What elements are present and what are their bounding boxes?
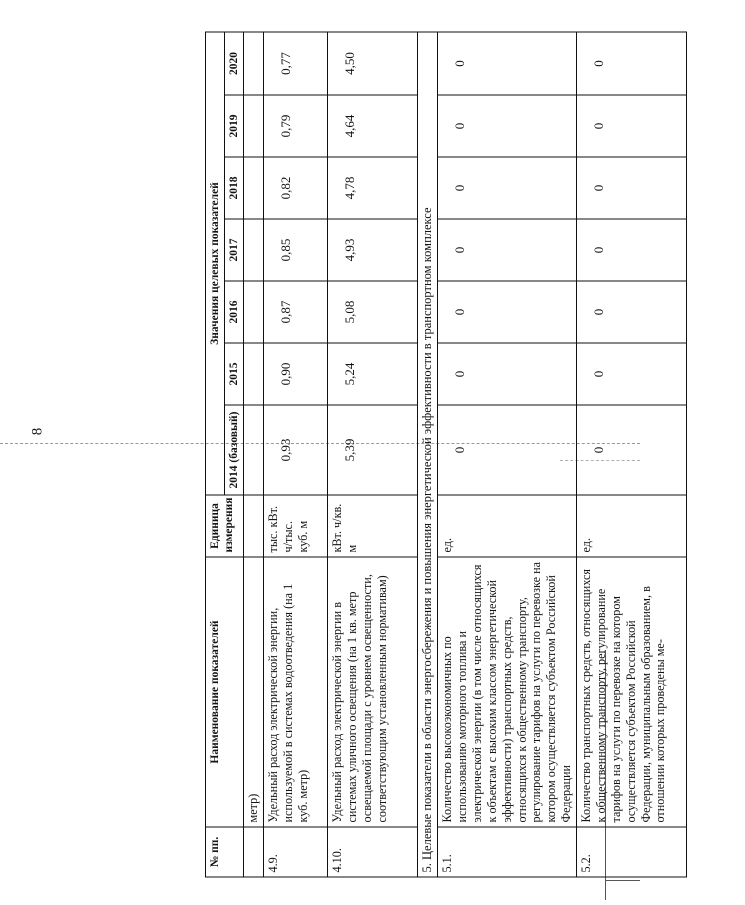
col-header-unit: Единица измерения bbox=[206, 495, 244, 557]
row-unit: кВт. ч/кв. м bbox=[327, 495, 417, 557]
row-unit: тыс. кВт. ч/тыс. куб. м bbox=[263, 495, 327, 557]
row-value: 0 bbox=[577, 343, 687, 405]
indicators-table bbox=[205, 31, 687, 877]
row-number: 4.9. bbox=[263, 827, 327, 877]
year-header: 2020 bbox=[225, 32, 244, 95]
row-name: Количество высокоэкономичных по использованию моторного топлива и электрической энергии (в том числе относящихся к объектам с высоким классом энергетической эффективности) транспортных средств, относящихся к общественному транспорту, регулирование тарифов на услуги по перевозке на котором осуществляется субъектом Российской Федерации bbox=[438, 557, 577, 827]
row-value: 0 bbox=[438, 343, 577, 405]
col-header-name: Наименование показателей bbox=[206, 557, 244, 827]
row-value: 0,77 bbox=[263, 32, 327, 95]
row-value: 5,24 bbox=[327, 343, 417, 405]
table-header-row bbox=[206, 32, 225, 877]
row-value: 4,93 bbox=[327, 219, 417, 281]
row-unit: ед. bbox=[577, 495, 687, 557]
row-value: 4,50 bbox=[327, 32, 417, 95]
row-value: 0 bbox=[577, 281, 687, 343]
continuation-row bbox=[244, 32, 264, 877]
year-header: 2019 bbox=[225, 95, 244, 157]
row-value: 0,85 bbox=[263, 219, 327, 281]
row-value: 0 bbox=[438, 405, 577, 495]
scan-edge-mark-bottom bbox=[606, 880, 640, 881]
row-name: Удельный расход электрической энергии, используемой в системах водоотведения (на 1 куб. метр) bbox=[263, 557, 327, 827]
row-value: 0 bbox=[577, 32, 687, 95]
row-value: 0,90 bbox=[263, 343, 327, 405]
row-value: 0,87 bbox=[263, 281, 327, 343]
row-value: 0 bbox=[438, 32, 577, 95]
year-header: 2018 bbox=[225, 157, 244, 219]
section-title: 5. Целевые показатели в области энергосбережения и повышения энергетической эффективности в транспортном комплексе bbox=[417, 32, 437, 877]
row-number: 4.10. bbox=[327, 827, 417, 877]
table-row bbox=[263, 32, 327, 877]
rotated-table-container bbox=[205, 33, 745, 878]
row-number: 5.1. bbox=[438, 827, 577, 877]
row-value: 4,78 bbox=[327, 157, 417, 219]
row-value: 0 bbox=[438, 219, 577, 281]
year-header: 2015 bbox=[225, 343, 244, 405]
col-header-no: № пп. bbox=[206, 827, 244, 877]
year-header: 2016 bbox=[225, 281, 244, 343]
row-value: 0 bbox=[438, 281, 577, 343]
row-value: 5,39 bbox=[327, 405, 417, 495]
row-name: Количество транспортных средств, относящихся к общественному транспорту, регулирование тарифов на услуги по перевозке на котором осуществляется субъектом Российской Федерации, муниципальным образованием, в отношении которых проведены ме- bbox=[577, 557, 687, 827]
row-value: 0 bbox=[577, 405, 687, 495]
section-row bbox=[417, 32, 437, 877]
page-number: 8 bbox=[29, 427, 46, 436]
row-value: 0,79 bbox=[263, 95, 327, 157]
row-value: 0 bbox=[577, 157, 687, 219]
row-name: Удельный расход электрической энергии в системах уличного освещения (на 1 кв. метр освещаемой площади с уровнем освещенности, соответствующим установленным нормативам) bbox=[327, 557, 417, 827]
year-header: 2014 (базовый) bbox=[225, 405, 244, 495]
row-value: 0,93 bbox=[263, 405, 327, 495]
row-unit: ед. bbox=[438, 495, 577, 557]
row-value: 0,82 bbox=[263, 157, 327, 219]
row-value: 4,64 bbox=[327, 95, 417, 157]
year-header: 2017 bbox=[225, 219, 244, 281]
row-value: 5,08 bbox=[327, 281, 417, 343]
table-row bbox=[327, 32, 417, 877]
table-row bbox=[438, 32, 577, 877]
col-header-values: Значения целевых показателей bbox=[206, 32, 225, 495]
table-row bbox=[577, 32, 687, 877]
row-value: 0 bbox=[438, 157, 577, 219]
continuation-text: метр) bbox=[244, 557, 264, 827]
row-value: 0 bbox=[438, 95, 577, 157]
row-number: 5.2. bbox=[577, 827, 687, 877]
row-value: 0 bbox=[577, 95, 687, 157]
row-value: 0 bbox=[577, 219, 687, 281]
